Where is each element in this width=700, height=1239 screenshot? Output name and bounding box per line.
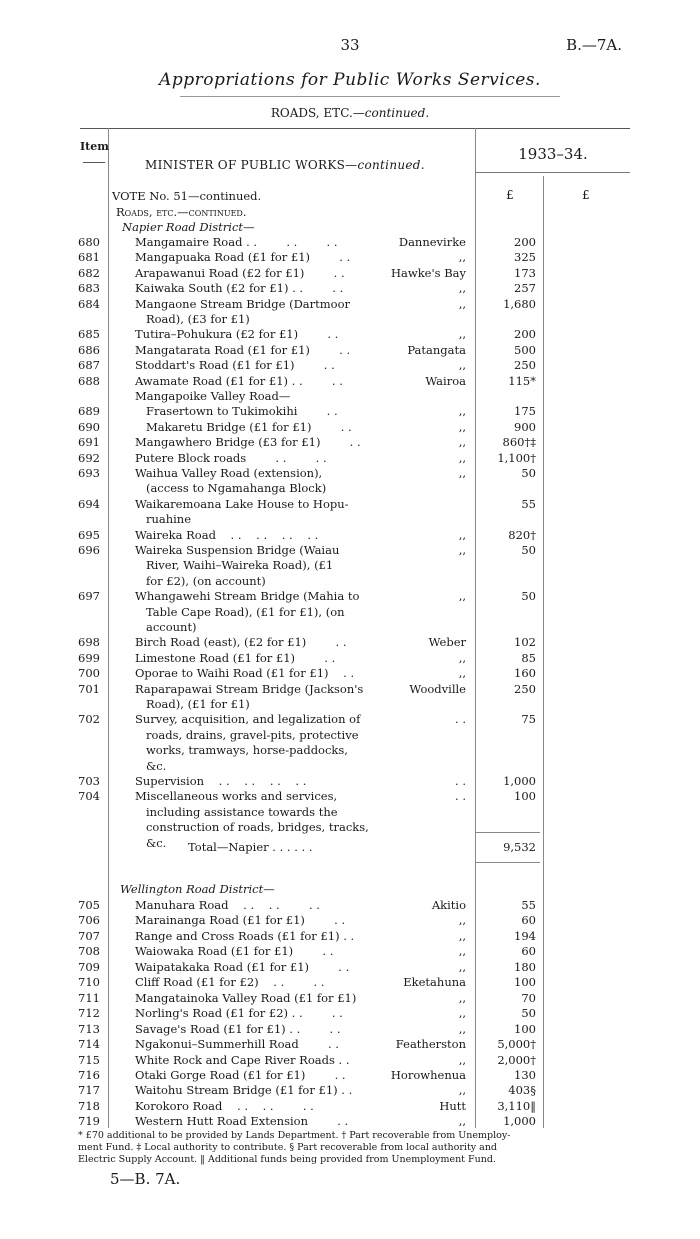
item-district: Woodville: [409, 681, 466, 696]
item-district: Akitio: [431, 898, 466, 912]
item-number: 695: [78, 527, 100, 542]
table-top-rule: [80, 128, 630, 129]
item-amount: 50: [521, 1006, 536, 1021]
item-description: roads, drains, gravel-pits, protective: [135, 727, 359, 742]
item-district: . .: [455, 789, 466, 804]
item-number: 701: [78, 681, 100, 696]
item-amount: 60: [521, 944, 536, 959]
item-description: Road), (£3 for £1): [135, 312, 250, 326]
item-district: Featherston: [395, 1037, 466, 1052]
item-district: ,,: [458, 913, 466, 928]
item-amount: 860†‡: [502, 435, 536, 450]
item-district: ,,: [458, 1006, 466, 1021]
item-header-dash: [83, 162, 105, 163]
item-district: Hawke's Bay: [390, 265, 466, 280]
year-rule: [475, 172, 630, 173]
item-number: 690: [78, 419, 100, 434]
item-description: Supervision . . . . . . . .: [135, 774, 307, 788]
item-district: . .: [455, 712, 466, 727]
item-description: Western Hutt Road Extension . .: [135, 1114, 349, 1129]
item-description: Limestone Road (£1 for £1) . .: [135, 650, 336, 665]
item-number: 706: [78, 913, 100, 928]
item-description: ruahine: [135, 512, 192, 527]
item-number: 684: [78, 296, 100, 311]
item-description: Mangatarata Road (£1 for £1) . .: [135, 342, 351, 357]
item-description: account): [135, 620, 197, 634]
title-rule: [180, 96, 560, 97]
item-amount: 55: [521, 496, 536, 511]
year-header: 1933–34.: [518, 145, 588, 163]
page-number: 33: [340, 36, 360, 54]
item-number: 683: [78, 281, 100, 296]
footnote-line: * £70 additional to be provided by Lands Department. † Part recoverable from Unemploy-: [78, 1130, 511, 1141]
item-district: ,,: [458, 281, 466, 296]
item-district: ,,: [458, 1114, 466, 1129]
item-description: Ngakonui–Summerhill Road . .: [135, 1037, 339, 1052]
item-number: 698: [78, 635, 100, 650]
item-number: 714: [78, 1037, 100, 1052]
item-description: Waihua Valley Road (extension),: [135, 466, 323, 480]
item-description: White Rock and Cape River Roads . .: [135, 1052, 350, 1067]
document-reference: B.—7A.: [566, 36, 622, 54]
item-number: 686: [78, 342, 100, 357]
minister-continued: continued.: [357, 158, 425, 172]
item-description: Manuhara Road . . . . . .: [135, 898, 320, 912]
item-amount: 102: [514, 635, 536, 650]
item-description: Tutira–Pohukura (£2 for £1) . .: [135, 327, 339, 342]
item-number: 707: [78, 928, 100, 943]
item-amount: 50: [521, 466, 536, 480]
item-description: Mangaone Stream Bridge (Dartmoor: [135, 296, 351, 311]
item-amount: 200: [514, 327, 536, 342]
item-amount: 50: [521, 543, 536, 557]
footnotes: [78, 1130, 638, 1166]
roads-label: Roads, etc.—continued.: [116, 205, 247, 219]
item-number: 710: [78, 975, 100, 990]
item-amount: 3,110‖: [497, 1098, 536, 1113]
item-district: ,,: [458, 543, 466, 557]
item-district: ,,: [458, 435, 466, 450]
item-description: Mangapoike Valley Road—: [135, 389, 291, 403]
item-district: ,,: [458, 419, 466, 434]
item-number: 682: [78, 265, 100, 280]
item-district: Dannevirke: [398, 235, 466, 249]
item-description: construction of roads, bridges, tracks,: [135, 820, 369, 835]
item-amount: 115*: [508, 373, 536, 388]
item-amount: 250: [514, 681, 536, 696]
item-description: Waitohu Stream Bridge (£1 for £1) . .: [135, 1083, 353, 1098]
item-number: 716: [78, 1067, 100, 1082]
item-amount: 180: [514, 959, 536, 974]
item-number: 719: [78, 1114, 100, 1129]
item-district: Weber: [428, 635, 466, 650]
item-district: ,,: [458, 527, 466, 542]
item-number: 703: [78, 774, 100, 788]
item-description: Kaiwaka South (£2 for £1) . . . .: [135, 281, 344, 296]
item-district: ,,: [458, 666, 466, 681]
footnote-line: Electric Supply Account. ‖ Additional funds being provided from Unemployment Fund.: [78, 1154, 496, 1165]
item-amount: 70: [521, 990, 536, 1005]
subtitle-text: ROADS, ETC.—: [270, 106, 365, 120]
item-amount: 1,000: [503, 774, 536, 788]
item-description: Table Cape Road), (£1 for £1), (on: [135, 604, 345, 619]
item-number: 692: [78, 450, 100, 465]
item-amount: 100: [514, 789, 536, 804]
total-rule-top: [476, 832, 540, 833]
item-description: Marainanga Road (£1 for £1) . .: [135, 913, 346, 928]
item-description: including assistance towards the: [135, 804, 338, 819]
item-district: ,,: [458, 327, 466, 342]
item-district: ,,: [458, 990, 466, 1005]
item-description: Birch Road (east), (£2 for £1) . .: [135, 635, 347, 650]
item-number: 699: [78, 650, 100, 665]
item-description: works, tramways, horse-paddocks,: [135, 743, 348, 758]
item-district: . .: [455, 774, 466, 788]
item-amount: 1,680: [503, 296, 536, 311]
item-district: ,,: [458, 296, 466, 311]
item-district: Horowhenua: [390, 1067, 466, 1082]
pound-sign-2: £: [582, 188, 590, 202]
item-number: 700: [78, 666, 100, 681]
item-district: Patangata: [407, 342, 466, 357]
item-description: Waipatakaka Road (£1 for £1) . .: [135, 959, 350, 974]
vote-label: VOTE No. 51—continued.: [112, 189, 262, 203]
total-label: Total—Napier . . . . . .: [188, 840, 313, 854]
pound-sign-1: £: [506, 188, 514, 202]
item-amount: 55: [521, 898, 536, 912]
footnote-line: ment Fund. ‡ Local authority to contribute. § Part recoverable from local authority and: [78, 1142, 498, 1153]
item-district: ,,: [458, 1083, 466, 1098]
item-district: ,,: [458, 466, 466, 480]
item-description: &c.: [135, 835, 167, 850]
item-description: Otaki Gorge Road (£1 for £1) . .: [135, 1067, 346, 1082]
item-number: 694: [78, 496, 100, 511]
item-description: Raparapawai Stream Bridge (Jackson's: [135, 681, 364, 696]
item-number: 717: [78, 1083, 100, 1098]
item-description: Mangatainoka Valley Road (£1 for £1): [135, 990, 357, 1005]
item-number: 697: [78, 589, 100, 604]
item-description: Waireka Suspension Bridge (Waiau: [135, 543, 340, 557]
subtitle-continued: continued.: [364, 106, 430, 120]
item-description: Stoddart's Road (£1 for £1) . .: [135, 358, 335, 373]
item-amount: 175: [514, 404, 536, 419]
item-number: 709: [78, 959, 100, 974]
item-amount: 160: [514, 666, 536, 681]
page-title: Appropriations for Public Works Services.: [159, 70, 541, 90]
item-description: Frasertown to Tukimokihi . .: [135, 404, 338, 419]
wellington-district-heading: Wellington Road District—: [120, 882, 275, 896]
item-district: ,,: [458, 1021, 466, 1036]
item-amount: 130: [514, 1067, 536, 1082]
item-amount: 257: [514, 281, 536, 296]
item-description: Waikaremoana Lake House to Hopu-: [135, 496, 349, 511]
item-district: ,,: [458, 928, 466, 943]
item-number: 688: [78, 373, 100, 388]
section-subtitle: [0, 106, 700, 120]
item-column-header: Item: [80, 140, 109, 153]
item-amount: 1,100†: [497, 450, 536, 465]
item-description: &c.: [135, 758, 167, 773]
item-description: Miscellaneous works and services,: [135, 789, 338, 804]
item-number: 687: [78, 358, 100, 373]
item-number: 685: [78, 327, 100, 342]
item-amount: 75: [521, 712, 536, 727]
item-description: Norling's Road (£1 for £2) . . . .: [135, 1006, 343, 1021]
item-amount: 100: [514, 1021, 536, 1036]
item-description: for £2), (on account): [135, 573, 266, 588]
item-description: Oporae to Waihi Road (£1 for £1) . .: [135, 666, 355, 681]
item-description: Waiowaka Road (£1 for £1) . .: [135, 944, 334, 959]
item-description: River, Waihi–Waireka Road), (£1: [135, 558, 334, 573]
item-description: Putere Block roads . . . .: [135, 450, 327, 465]
item-amount: 50: [521, 589, 536, 604]
item-description: Arapawanui Road (£2 for £1) . .: [135, 265, 345, 280]
item-district: Wairoa: [425, 373, 466, 388]
item-description: Korokoro Road . . . . . .: [135, 1098, 314, 1113]
item-description: Savage's Road (£1 for £1) . . . .: [135, 1021, 341, 1036]
item-number: 702: [78, 712, 100, 727]
item-number: 715: [78, 1052, 100, 1067]
item-number: 712: [78, 1006, 100, 1021]
item-amount: 60: [521, 913, 536, 928]
item-district: Hutt: [439, 1098, 466, 1113]
item-description: Makaretu Bridge (£1 for £1) . .: [135, 419, 352, 434]
item-amount: 200: [514, 235, 536, 249]
item-amount: 194: [514, 928, 536, 943]
total-value: 9,532: [503, 840, 536, 854]
item-amount: 5,000†: [497, 1037, 536, 1052]
item-amount: 900: [514, 419, 536, 434]
item-description: Waireka Road . . . . . . . .: [135, 527, 319, 542]
item-amount: 403§: [508, 1083, 536, 1098]
item-number: 681: [78, 250, 100, 265]
item-description: Mangamaire Road . . . . . .: [135, 235, 338, 249]
item-description: Cliff Road (£1 for £2) . . . .: [135, 975, 325, 990]
item-description: Range and Cross Roads (£1 for £1) . .: [135, 928, 355, 943]
item-number: 680: [78, 235, 100, 249]
item-district: ,,: [458, 358, 466, 373]
item-district: ,,: [458, 959, 466, 974]
item-description: Mangapuaka Road (£1 for £1) . .: [135, 250, 351, 265]
item-amount: 100: [514, 975, 536, 990]
item-amount: 250: [514, 358, 536, 373]
item-number: 711: [78, 990, 100, 1005]
page-signature: 5—B. 7A.: [110, 1170, 181, 1188]
item-district: ,,: [458, 944, 466, 959]
item-amount: 85: [521, 650, 536, 665]
item-amount: 2,000†: [497, 1052, 536, 1067]
item-number: 691: [78, 435, 100, 450]
item-amount: 1,000: [503, 1114, 536, 1129]
item-amount: 325: [514, 250, 536, 265]
item-district: ,,: [458, 589, 466, 604]
item-description: Mangawhero Bridge (£3 for £1) . .: [135, 435, 361, 450]
item-number: 713: [78, 1021, 100, 1036]
item-district: ,,: [458, 1052, 466, 1067]
napier-district-heading: Napier Road District—: [122, 220, 255, 234]
item-description: Survey, acquisition, and legalization of: [135, 712, 361, 727]
minister-text: MINISTER OF PUBLIC WORKS—: [145, 158, 358, 172]
item-description: Awamate Road (£1 for £1) . . . .: [135, 373, 343, 388]
item-amount: 820†: [508, 527, 536, 542]
item-district: ,,: [458, 250, 466, 265]
total-rule-bottom: [476, 862, 540, 863]
item-description: Whangawehi Stream Bridge (Mahia to: [135, 589, 360, 604]
item-number: 689: [78, 404, 100, 419]
item-number: 696: [78, 543, 100, 557]
item-district: ,,: [458, 650, 466, 665]
item-number: 718: [78, 1098, 100, 1113]
item-district: Eketahuna: [403, 975, 466, 990]
item-number: 693: [78, 466, 100, 480]
item-description: (access to Ngamahanga Block): [135, 481, 327, 496]
item-column-rule: [108, 128, 109, 1128]
item-description: Road), (£1 for £1): [135, 697, 250, 711]
item-number: 708: [78, 944, 100, 959]
item-number: 704: [78, 789, 100, 804]
amount-column-rule-right: [543, 176, 544, 1128]
minister-header: [145, 158, 425, 172]
item-district: ,,: [458, 450, 466, 465]
item-amount: 500: [514, 342, 536, 357]
item-district: ,,: [458, 404, 466, 419]
item-number: 705: [78, 898, 100, 912]
item-amount: 173: [514, 265, 536, 280]
